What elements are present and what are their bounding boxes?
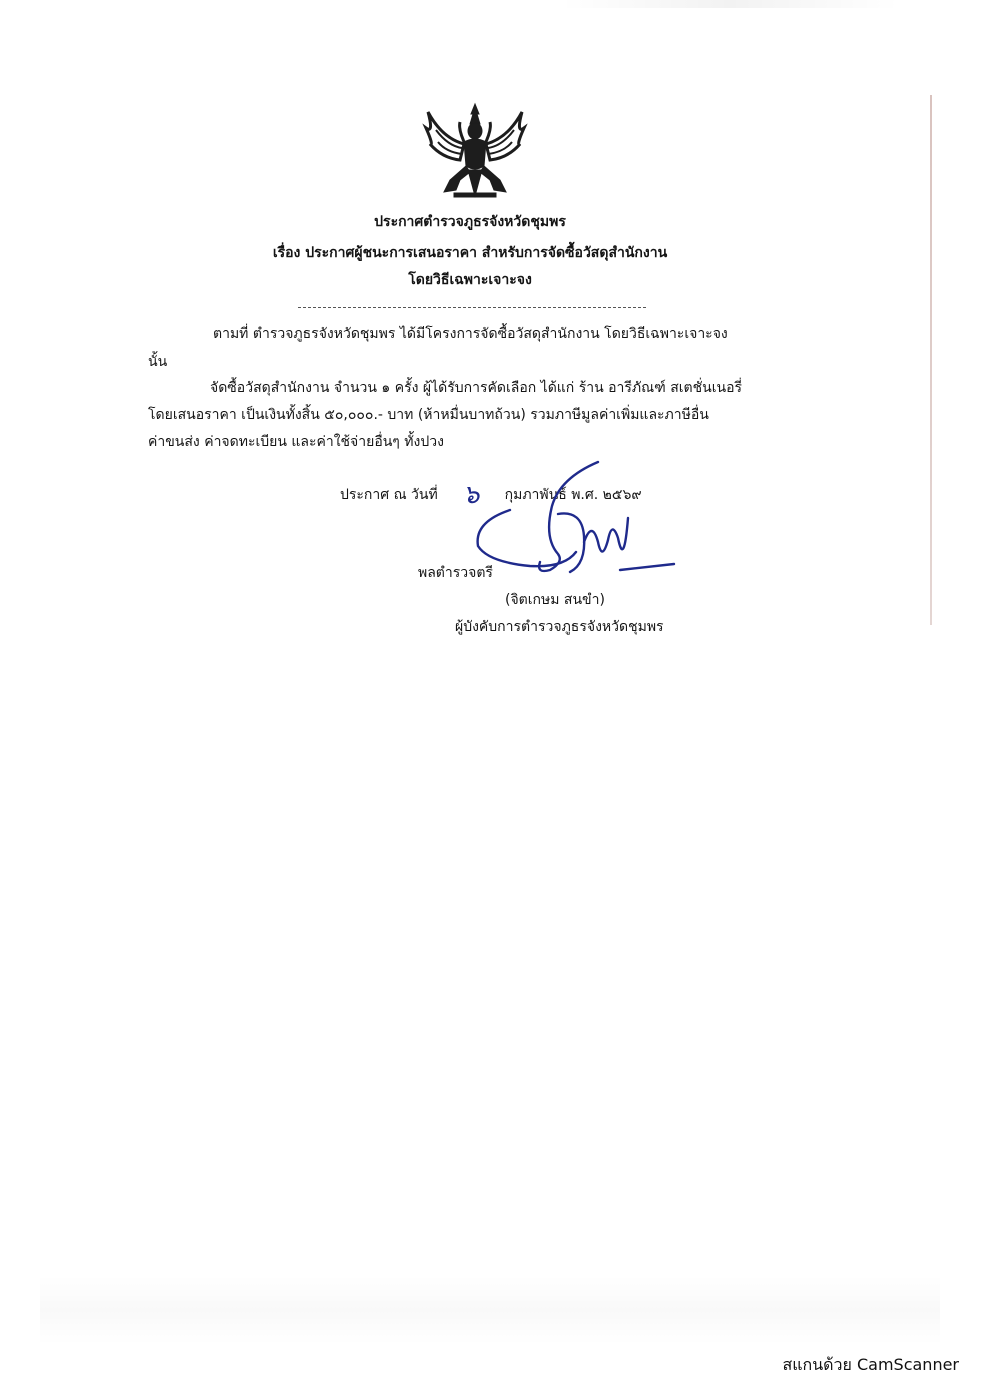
scan-shadow-bottom [40, 1275, 940, 1345]
date-day-handwritten: ๖ [462, 480, 480, 510]
garuda-emblem-icon [420, 100, 530, 200]
page-edge [930, 95, 932, 625]
body-paragraph-1-line-2: นั้น [148, 354, 168, 370]
announcement-title: ประกาศตำรวจภูธรจังหวัดชุมพร [374, 214, 566, 230]
signatory-position: ผู้บังคับการตำรวจภูธรจังหวัดชุมพร [455, 619, 664, 635]
procurement-method: โดยวิธีเฉพาะเจาะจง [408, 272, 532, 288]
signatory-name: (จิตเกษม สนขำ) [505, 592, 605, 608]
body-paragraph-2-line-1: จัดซื้อวัสดุสำนักงาน จำนวน ๑ ครั้ง ผู้ได้รับการคัดเลือก ได้แก่ ร้าน อารีภัณฑ์ สเตชั่นเนอรี่ [210, 380, 742, 396]
date-month-year: กุมภาพันธ์ พ.ศ. ๒๕๖๙ [504, 487, 642, 503]
scan-shadow-top [560, 0, 900, 8]
announcement-subject: เรื่อง ประกาศผู้ชนะการเสนอราคา สำหรับการจัดซื้อวัสดุสำนักงาน [272, 245, 668, 261]
separator-line [298, 307, 646, 308]
camscanner-watermark: สแกนด้วย CamScanner [782, 1355, 959, 1374]
signatory-rank: พลตำรวจตรี [418, 565, 493, 581]
body-paragraph-2-line-3: ค่าขนส่ง ค่าจดทะเบียน และค่าใช้จ่ายอื่นๆ ทั้งปวง [148, 434, 444, 450]
body-paragraph-2-line-2: โดยเสนอราคา เป็นเงินทั้งสิ้น ๕๐,๐๐๐.- บาท (ห้าหมื่นบาทถ้วน) รวมภาษีมูลค่าเพิ่มและภาษีอื่น [148, 407, 709, 423]
date-prefix: ประกาศ ณ วันที่ [340, 487, 438, 503]
body-paragraph-1-line-1: ตามที่ ตำรวจภูธรจังหวัดชุมพร ได้มีโครงการจัดซื้อวัสดุสำนักงาน โดยวิธีเฉพาะเจาะจง [213, 326, 728, 342]
handwritten-signature-icon [460, 458, 690, 583]
